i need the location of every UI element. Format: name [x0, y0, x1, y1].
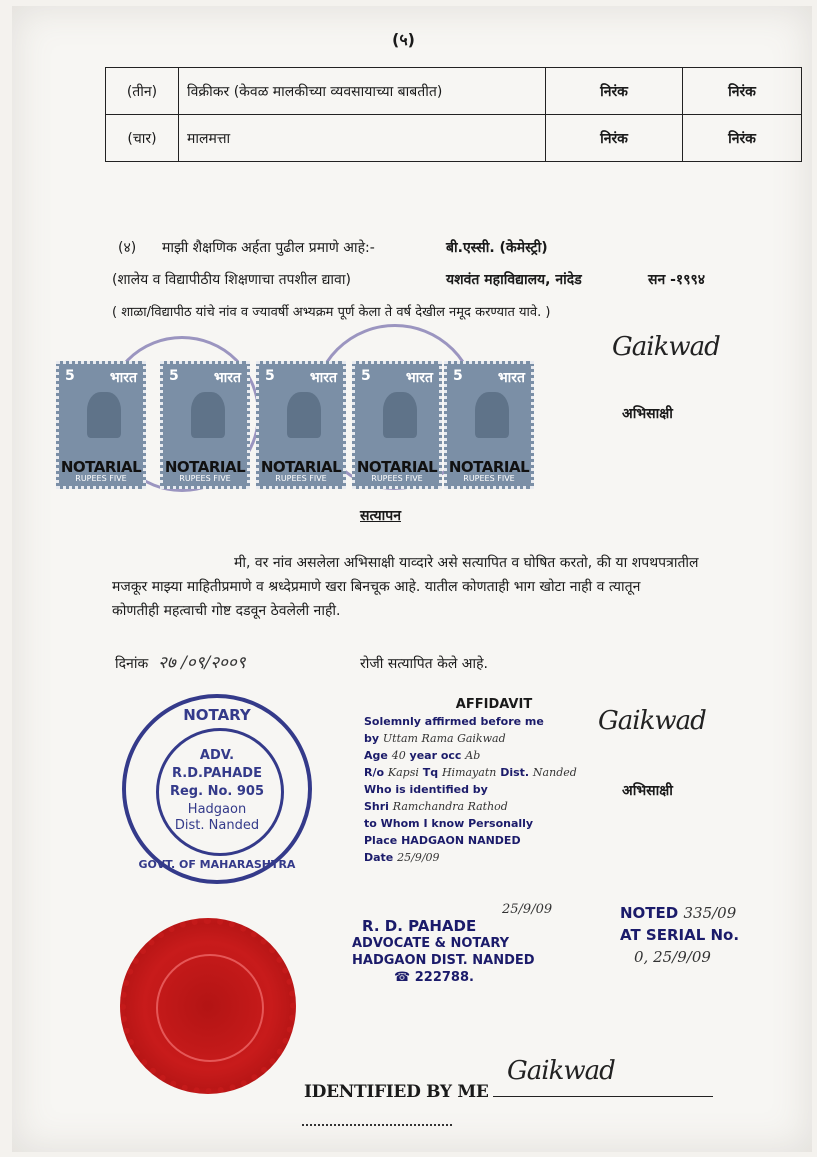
- education-label: माझी शैक्षणिक अर्हता पुढील प्रमाणे आहे:-: [162, 240, 375, 256]
- notary-seal: [122, 694, 312, 884]
- document-page: [12, 6, 812, 1152]
- education-college: यशवंत महाविद्यालय, नांदेड: [446, 272, 582, 288]
- affidavit-ident-label: Who is identified by: [364, 783, 488, 796]
- affidavit-block: [364, 696, 624, 866]
- stamp-value: 5: [361, 368, 371, 384]
- age-label: Age: [364, 749, 388, 762]
- verification-heading: सत्यापन: [360, 508, 401, 524]
- identifier-signature: Gaikwad: [507, 1056, 615, 1086]
- stamp-label: NOTARIAL: [164, 458, 246, 476]
- deponent-label: अभिसाक्षी: [622, 783, 673, 799]
- seal-bottom-text: GOVT. OF MAHARASHTRA: [138, 858, 296, 871]
- seal-place: Hadgaon: [187, 802, 247, 817]
- education-degree: बी.एस्सी. (केमेस्ट्री): [446, 240, 548, 256]
- stamp-country: भारत: [497, 370, 525, 386]
- emblem-icon: [287, 392, 321, 438]
- affidavit-age-row: [364, 747, 624, 764]
- affidavit-date-row: [364, 849, 624, 866]
- stamp-label: NOTARIAL: [60, 458, 142, 476]
- notarial-stamp: [256, 361, 346, 489]
- age-value: 40: [391, 749, 406, 762]
- dist-value: Nanded: [532, 766, 577, 779]
- stamp-value: 5: [65, 368, 75, 384]
- wax-seal-inner-ring: [156, 954, 264, 1062]
- occ-value: Ab: [465, 749, 481, 762]
- affidavit-place-row: [364, 832, 624, 849]
- emblem-icon: [87, 392, 121, 438]
- row-value-2: निरंक: [683, 115, 802, 162]
- education-year: सन -१९९४: [648, 272, 706, 288]
- advocate-phone: 222788.: [414, 970, 474, 985]
- verified-text: रोजी सत्यापित केले आहे.: [360, 656, 488, 672]
- deponent-signature: Gaikwad: [598, 706, 706, 736]
- row-description: विक्रीकर (केवळ मालकीच्या व्यवसायाच्या बाबतीत): [179, 68, 546, 115]
- asset-table: [105, 67, 802, 162]
- row-value-2: निरंक: [683, 68, 802, 115]
- emblem-icon: [383, 392, 417, 438]
- affidavit-shri-row: [364, 798, 624, 815]
- dist-label: Dist.: [500, 766, 530, 779]
- notarial-stamp: [352, 361, 442, 489]
- table-row: [106, 68, 802, 115]
- emblem-icon: [191, 392, 225, 438]
- row-value-1: निरंक: [546, 68, 683, 115]
- identified-rule: [493, 1096, 713, 1097]
- education-details-label: (शालेय व विद्यापीठीय शिक्षणाचा तपशील द्यावा): [112, 272, 351, 288]
- advocate-title: ADVOCATE & NOTARY: [352, 936, 510, 951]
- stamp-denomination: RUPEES FIVE: [179, 474, 231, 483]
- affidavit-title: AFFIDAVIT: [455, 697, 533, 712]
- noted-label: NOTED: [620, 904, 679, 922]
- education-item-number: (४): [118, 240, 137, 256]
- noted-row: [620, 902, 739, 924]
- date-label: दिनांक: [115, 656, 149, 672]
- affidavit-line1: Solemnly affirmed before me: [364, 715, 544, 728]
- stamp-label: NOTARIAL: [260, 458, 342, 476]
- stamp-country: भारत: [109, 370, 137, 386]
- noted-block: [620, 902, 739, 968]
- stamp-country: भारत: [213, 370, 241, 386]
- place-label: Place: [364, 834, 398, 847]
- deponent-label: अभिसाक्षी: [622, 406, 673, 422]
- row-description: मालमत्ता: [179, 115, 546, 162]
- tq-label: Tq: [422, 766, 439, 779]
- occ-label: year occ: [409, 749, 462, 762]
- date-value: 25/9/09: [397, 851, 440, 864]
- table-row: [106, 115, 802, 162]
- seal-top-text: NOTARY: [183, 706, 251, 724]
- stamp-value: 5: [169, 368, 179, 384]
- serial-value: 0, 25/9/09: [634, 948, 711, 966]
- tq-value: Himayatn: [441, 766, 497, 779]
- place-value: HADGAON NANDED: [401, 834, 521, 847]
- identifier-dotted-line: [302, 1124, 452, 1126]
- stamp-denomination: RUPEES FIVE: [275, 474, 327, 483]
- stamp-value: 5: [265, 368, 275, 384]
- by-label: by: [364, 732, 380, 745]
- stamp-denomination: RUPEES FIVE: [75, 474, 127, 483]
- affidavit-by-row: [364, 730, 624, 747]
- telephone-icon: ☎: [394, 970, 411, 985]
- date-label: Date: [364, 851, 394, 864]
- serial-label: AT SERIAL No.: [620, 926, 740, 944]
- advocate-sig-date: 25/9/09: [502, 902, 553, 917]
- res-value: Kapsi: [387, 766, 419, 779]
- stamp-label: NOTARIAL: [356, 458, 438, 476]
- shri-value: Ramchandra Rathod: [392, 800, 508, 813]
- seal-reg: Reg. No. 905: [169, 784, 264, 799]
- notarial-stamp: [160, 361, 250, 489]
- education-instruction: ( शाळा/विद्यापीठ यांचे नांव व ज्यावर्षी अभ्यक्रम पूर्ण केला ते वर्ष देखील नमूद करण्यात यावे. ): [112, 305, 551, 320]
- notarial-stamp: [444, 361, 534, 489]
- shri-label: Shri: [364, 800, 389, 813]
- notarial-stamps: [56, 361, 536, 501]
- stamp-value: 5: [453, 368, 463, 384]
- verification-text-line: मी, वर नांव असलेला अभिसाक्षी याव्दारे असे सत्यापित व घोषित करतो, की या शपथपत्रातील: [234, 555, 699, 571]
- advocate-place: HADGAON DIST. NANDED: [352, 953, 535, 968]
- affidavit-residence-row: [364, 764, 624, 781]
- row-value-1: निरंक: [546, 115, 683, 162]
- seal-adv: ADV.: [199, 748, 235, 763]
- notarial-stamp: [56, 361, 146, 489]
- stamp-denomination: RUPEES FIVE: [371, 474, 423, 483]
- wax-seal: [120, 918, 296, 1094]
- by-value: Uttam Rama Gaikwad: [382, 732, 506, 745]
- deponent-signature: Gaikwad: [612, 332, 720, 362]
- row-number: (तीन): [106, 68, 179, 115]
- stamp-country: भारत: [309, 370, 337, 386]
- stamp-country: भारत: [405, 370, 433, 386]
- identified-label: IDENTIFIED BY ME: [304, 1082, 489, 1102]
- stamp-label: NOTARIAL: [448, 458, 530, 476]
- verification-text-line: कोणतीही महत्वाची गोष्ट दडवून ठेवलेली नाही.: [112, 603, 341, 619]
- advocate-phone-row: [394, 969, 552, 986]
- advocate-block: [352, 901, 552, 986]
- date-value: २७ /०९/२००९: [158, 653, 246, 673]
- stamp-denomination: RUPEES FIVE: [463, 474, 515, 483]
- verification-text-line: मजकूर माझ्या माहितीप्रमाणे व श्रध्देप्रमाणे खरा बिनचूक आहे. यातील कोणताही भाग खोटा नाही व त्यातून: [112, 579, 641, 595]
- seal-dist: Dist. Nanded: [174, 818, 260, 833]
- page-number: (५): [392, 30, 415, 49]
- advocate-name: R. D. PAHADE: [362, 917, 477, 935]
- noted-value: 335/09: [683, 904, 737, 922]
- res-label: R/o: [364, 766, 385, 779]
- row-number: (चार): [106, 115, 179, 162]
- seal-name: R.D.PAHADE: [172, 766, 262, 781]
- affidavit-known-label: to Whom I know Personally: [364, 817, 534, 830]
- emblem-icon: [475, 392, 509, 438]
